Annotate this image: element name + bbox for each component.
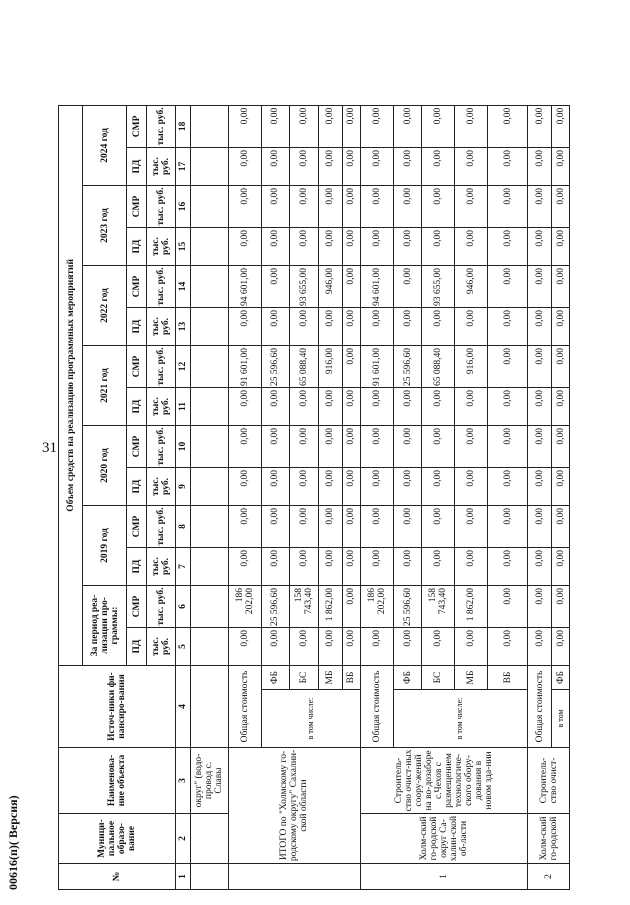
- source-cell: ВБ: [343, 666, 361, 690]
- funding-table: [58, 25, 570, 890]
- document-stamp: 00616(п)( Версия): [6, 795, 20, 890]
- col-number: 2: [175, 814, 190, 864]
- object-2-section: [528, 25, 570, 889]
- value-cell: 0,00: [552, 148, 570, 186]
- header-unit: тыс. руб.: [147, 388, 176, 426]
- col-number: 15: [175, 228, 190, 266]
- value-cell: 0,00: [290, 186, 319, 228]
- value-cell: 0,00: [318, 468, 342, 506]
- value-cell: 0,00: [261, 506, 290, 548]
- value-cell: 1 862,00: [455, 586, 488, 628]
- value-cell: 0,00: [488, 388, 528, 426]
- value-cell: 0,00: [528, 548, 552, 586]
- value-cell: 0,00: [318, 308, 342, 346]
- value-cell: 0,00: [422, 186, 455, 228]
- value-cell: 0,00: [488, 105, 528, 147]
- value-cell: 0,00: [552, 105, 570, 147]
- value-cell: 0,00: [455, 105, 488, 147]
- table-row: [228, 25, 261, 889]
- header-year-2020: 2020 год: [83, 426, 127, 506]
- header-municipality: Муници-пальное образо-вание: [59, 814, 176, 864]
- object-name-cell: Строитель-ство очист-: [528, 748, 570, 814]
- value-cell: 158 743,40: [422, 586, 455, 628]
- value-cell: 0,00: [488, 586, 528, 628]
- header-pd: ПД: [127, 148, 147, 186]
- header-unit: тыс. руб.: [147, 105, 176, 147]
- value-cell: 94 601,00: [360, 266, 393, 308]
- col-number: 11: [175, 388, 190, 426]
- including-label: в том числе:: [261, 690, 360, 748]
- value-cell: 0,00: [343, 148, 361, 186]
- value-cell: 0,00: [488, 186, 528, 228]
- value-cell: 0,00: [488, 228, 528, 266]
- value-cell: 0,00: [552, 506, 570, 548]
- value-cell: 0,00: [261, 228, 290, 266]
- header-unit: тыс. руб.: [147, 266, 176, 308]
- header-smr: СМР: [127, 186, 147, 228]
- value-cell: 0,00: [455, 388, 488, 426]
- table-row: [360, 25, 393, 889]
- value-cell: 0,00: [393, 266, 422, 308]
- value-cell: 0,00: [343, 628, 361, 666]
- value-cell: 0,00: [228, 186, 261, 228]
- col-number: 14: [175, 266, 190, 308]
- source-cell: ФБ: [393, 666, 422, 690]
- total-label: ИТОГО по "Холмскому го-родскому округу" Сахалин-ской области: [228, 748, 360, 864]
- value-cell: 0,00: [528, 586, 552, 628]
- col-number: 8: [175, 506, 190, 548]
- value-cell: 0,00: [228, 148, 261, 186]
- value-cell: 0,00: [343, 105, 361, 147]
- value-cell: 946,00: [455, 266, 488, 308]
- header-smr: СМР: [127, 266, 147, 308]
- value-cell: 0,00: [343, 586, 361, 628]
- value-cell: 65 088,40: [290, 346, 319, 388]
- value-cell: 0,00: [343, 228, 361, 266]
- header-period: За период реа-лизации про-граммы:: [83, 586, 127, 666]
- col-number: 17: [175, 148, 190, 186]
- value-cell: 0,00: [488, 308, 528, 346]
- value-cell: 0,00: [393, 228, 422, 266]
- col-number: 3: [175, 748, 190, 814]
- value-cell: 186 202,00: [228, 586, 261, 628]
- value-cell: 0,00: [552, 388, 570, 426]
- value-cell: 0,00: [290, 548, 319, 586]
- total-section: [228, 25, 360, 889]
- value-cell: 94 601,00: [228, 266, 261, 308]
- value-cell: 0,00: [455, 426, 488, 468]
- value-cell: 0,00: [343, 426, 361, 468]
- value-cell: 0,00: [343, 548, 361, 586]
- header-pd: ПД: [127, 628, 147, 666]
- value-cell: 25 596,60: [261, 346, 290, 388]
- value-cell: 91 601,00: [228, 346, 261, 388]
- value-cell: 0,00: [393, 506, 422, 548]
- value-cell: 65 088,40: [422, 346, 455, 388]
- value-cell: 186 202,00: [360, 586, 393, 628]
- value-cell: 0,00: [552, 548, 570, 586]
- object-1-section: [360, 25, 527, 889]
- value-cell: 0,00: [360, 628, 393, 666]
- value-cell: 0,00: [552, 628, 570, 666]
- value-cell: 0,00: [318, 426, 342, 468]
- value-cell: 0,00: [528, 186, 552, 228]
- value-cell: 0,00: [318, 548, 342, 586]
- value-cell: 91 601,00: [360, 346, 393, 388]
- header-unit: тыс. руб.: [147, 506, 176, 548]
- value-cell: 0,00: [488, 426, 528, 468]
- value-cell: 0,00: [360, 468, 393, 506]
- value-cell: 0,00: [488, 148, 528, 186]
- value-cell: 0,00: [552, 308, 570, 346]
- value-cell: 0,00: [528, 468, 552, 506]
- source-cell: ВБ: [488, 666, 528, 690]
- header-unit: тыс. руб.: [147, 186, 176, 228]
- header-smr: СМР: [127, 105, 147, 147]
- value-cell: 158 743,40: [290, 586, 319, 628]
- col-number: 4: [175, 666, 190, 748]
- col-number: 18: [175, 105, 190, 147]
- value-cell: 0,00: [360, 506, 393, 548]
- header-pd: ПД: [127, 388, 147, 426]
- header-smr: СМР: [127, 506, 147, 548]
- value-cell: 0,00: [261, 148, 290, 186]
- source-cell: БС: [290, 666, 319, 690]
- col-number: 13: [175, 308, 190, 346]
- value-cell: 0,00: [318, 228, 342, 266]
- header-unit: тыс. руб.: [147, 628, 176, 666]
- col-number: 12: [175, 346, 190, 388]
- value-cell: 0,00: [343, 468, 361, 506]
- value-cell: 0,00: [318, 186, 342, 228]
- value-cell: 93 655,00: [422, 266, 455, 308]
- continuation-object-name: округ" (водо-провод с. Славы: [191, 748, 228, 814]
- header-unit: тыс. руб.: [147, 148, 176, 186]
- page-number: 31: [42, 440, 57, 456]
- value-cell: 0,00: [528, 346, 552, 388]
- value-cell: 0,00: [360, 308, 393, 346]
- value-cell: 0,00: [528, 148, 552, 186]
- col-number: 6: [175, 586, 190, 628]
- value-cell: 0,00: [455, 148, 488, 186]
- source-cell: МБ: [318, 666, 342, 690]
- col-number: 9: [175, 468, 190, 506]
- header-pd: ПД: [127, 228, 147, 266]
- value-cell: 0,00: [488, 346, 528, 388]
- value-cell: 0,00: [343, 266, 361, 308]
- source-total-cost: Общая стоимость: [360, 666, 393, 748]
- col-number: 16: [175, 186, 190, 228]
- value-cell: 0,00: [455, 186, 488, 228]
- source-cell: ФБ: [261, 666, 290, 690]
- value-cell: 0,00: [343, 186, 361, 228]
- col-number: 1: [175, 864, 190, 890]
- table-row: [528, 25, 552, 889]
- value-cell: 25 596,60: [393, 586, 422, 628]
- value-cell: 0,00: [528, 426, 552, 468]
- value-cell: 0,00: [488, 628, 528, 666]
- value-cell: 0,00: [290, 426, 319, 468]
- value-cell: 0,00: [343, 308, 361, 346]
- source-total-cost: Общая стоимость: [528, 666, 552, 748]
- value-cell: 0,00: [552, 228, 570, 266]
- header-unit: тыс. руб.: [147, 308, 176, 346]
- including-label: в том числе:: [393, 690, 527, 748]
- value-cell: 0,00: [261, 468, 290, 506]
- source-total-cost: Общая стоимость: [228, 666, 261, 748]
- value-cell: 0,00: [261, 186, 290, 228]
- municipality-cell: Холм-ский го-родской: [528, 814, 570, 864]
- value-cell: 0,00: [360, 228, 393, 266]
- value-cell: 0,00: [360, 426, 393, 468]
- value-cell: 0,00: [422, 506, 455, 548]
- value-cell: 0,00: [290, 105, 319, 147]
- value-cell: 0,00: [343, 506, 361, 548]
- header-smr: СМР: [127, 346, 147, 388]
- value-cell: 916,00: [455, 346, 488, 388]
- value-cell: 916,00: [318, 346, 342, 388]
- value-cell: 0,00: [393, 426, 422, 468]
- header-unit: тыс. руб.: [147, 228, 176, 266]
- value-cell: 0,00: [528, 628, 552, 666]
- value-cell: 0,00: [318, 148, 342, 186]
- value-cell: 93 655,00: [290, 266, 319, 308]
- value-cell: 0,00: [318, 628, 342, 666]
- value-cell: 0,00: [528, 388, 552, 426]
- col-number: 10: [175, 426, 190, 468]
- header-smr: СМР: [127, 586, 147, 628]
- header-smr: СМР: [127, 426, 147, 468]
- value-cell: 0,00: [422, 105, 455, 147]
- value-cell: 0,00: [290, 388, 319, 426]
- value-cell: 0,00: [393, 388, 422, 426]
- value-cell: 0,00: [488, 266, 528, 308]
- value-cell: 0,00: [228, 388, 261, 426]
- header-year-2023: 2023 год: [83, 186, 127, 266]
- value-cell: 0,00: [552, 426, 570, 468]
- source-cell: ФБ: [552, 666, 570, 690]
- header-pd: ПД: [127, 468, 147, 506]
- value-cell: 0,00: [422, 148, 455, 186]
- value-cell: 0,00: [261, 266, 290, 308]
- value-cell: 0,00: [261, 426, 290, 468]
- header-pd: ПД: [127, 308, 147, 346]
- value-cell: 0,00: [290, 628, 319, 666]
- value-cell: 0,00: [528, 228, 552, 266]
- header-year-2022: 2022 год: [83, 266, 127, 346]
- value-cell: 0,00: [360, 148, 393, 186]
- value-cell: 0,00: [318, 506, 342, 548]
- value-cell: 0,00: [422, 548, 455, 586]
- value-cell: 0,00: [422, 228, 455, 266]
- value-cell: 0,00: [343, 346, 361, 388]
- source-cell: БС: [422, 666, 455, 690]
- value-cell: 0,00: [422, 426, 455, 468]
- value-cell: 0,00: [393, 148, 422, 186]
- value-cell: 0,00: [228, 628, 261, 666]
- value-cell: 0,00: [393, 186, 422, 228]
- value-cell: 0,00: [422, 468, 455, 506]
- value-cell: 0,00: [228, 548, 261, 586]
- value-cell: 0,00: [552, 346, 570, 388]
- value-cell: 0,00: [360, 186, 393, 228]
- row-number: 2: [528, 864, 570, 890]
- value-cell: 0,00: [290, 308, 319, 346]
- value-cell: 0,00: [488, 548, 528, 586]
- value-cell: 0,00: [228, 105, 261, 147]
- value-cell: 25 596,60: [393, 346, 422, 388]
- value-cell: 0,00: [393, 308, 422, 346]
- value-cell: 0,00: [552, 468, 570, 506]
- value-cell: 0,00: [290, 506, 319, 548]
- value-cell: 0,00: [228, 228, 261, 266]
- value-cell: 0,00: [393, 468, 422, 506]
- value-cell: 0,00: [528, 266, 552, 308]
- value-cell: 0,00: [455, 506, 488, 548]
- continuation-row: [191, 25, 228, 889]
- value-cell: 0,00: [261, 628, 290, 666]
- value-cell: 0,00: [528, 105, 552, 147]
- source-cell: МБ: [455, 666, 488, 690]
- object-name-cell: Строитель-ство очист-ных соору-жений на во-дозаборе с.Чехов с размещением технологиче-ского обору-дования в новом зда-нии: [360, 748, 527, 814]
- rotated-table-wrapper: [58, 28, 570, 890]
- value-cell: 0,00: [261, 388, 290, 426]
- value-cell: 0,00: [552, 586, 570, 628]
- col-number: 5: [175, 628, 190, 666]
- value-cell: 0,00: [455, 548, 488, 586]
- value-cell: 0,00: [528, 506, 552, 548]
- value-cell: 0,00: [318, 388, 342, 426]
- value-cell: 0,00: [318, 105, 342, 147]
- value-cell: 0,00: [455, 228, 488, 266]
- value-cell: 0,00: [360, 548, 393, 586]
- header-unit: тыс. руб.: [147, 346, 176, 388]
- header-unit: тыс. руб.: [147, 586, 176, 628]
- value-cell: 0,00: [360, 105, 393, 147]
- value-cell: 0,00: [422, 388, 455, 426]
- value-cell: 0,00: [552, 186, 570, 228]
- value-cell: 0,00: [393, 105, 422, 147]
- value-cell: 0,00: [228, 506, 261, 548]
- header-year-2019: 2019 год: [83, 506, 127, 586]
- value-cell: 0,00: [422, 308, 455, 346]
- value-cell: 0,00: [290, 228, 319, 266]
- column-number-row: [175, 25, 190, 889]
- value-cell: 0,00: [228, 426, 261, 468]
- header-unit: тыс. руб.: [147, 468, 176, 506]
- header-year-2024: 2024 год: [83, 105, 127, 185]
- value-cell: 0,00: [290, 468, 319, 506]
- value-cell: 0,00: [455, 468, 488, 506]
- value-cell: 0,00: [228, 468, 261, 506]
- value-cell: 0,00: [290, 148, 319, 186]
- header-unit: тыс. руб.: [147, 548, 176, 586]
- header-unit: тыс. руб.: [147, 426, 176, 468]
- municipality-cell: Холм-ский го-родской округ Са-халин-ской об-ласти: [360, 814, 527, 864]
- value-cell: 0,00: [261, 548, 290, 586]
- value-cell: 0,00: [528, 308, 552, 346]
- row-number: 1: [360, 864, 527, 890]
- value-cell: 0,00: [455, 308, 488, 346]
- header-object-name: Наименова-ние объекта: [59, 748, 176, 814]
- value-cell: 0,00: [261, 308, 290, 346]
- header-source: Источ-ники фи-нансиро-вания: [59, 666, 176, 748]
- value-cell: 0,00: [393, 548, 422, 586]
- value-cell: 0,00: [261, 105, 290, 147]
- header-funds: Объем средств на реализацию программных мероприятий: [59, 105, 83, 665]
- header-pd: ПД: [127, 548, 147, 586]
- value-cell: 0,00: [393, 628, 422, 666]
- header-no: №: [59, 864, 176, 890]
- value-cell: 0,00: [488, 468, 528, 506]
- value-cell: 25 596,60: [261, 586, 290, 628]
- value-cell: 0,00: [360, 388, 393, 426]
- value-cell: 0,00: [455, 628, 488, 666]
- value-cell: 1 862,00: [318, 586, 342, 628]
- including-label: в том: [552, 690, 570, 748]
- header-year-2021: 2021 год: [83, 346, 127, 426]
- value-cell: 946,00: [318, 266, 342, 308]
- value-cell: 0,00: [228, 308, 261, 346]
- value-cell: 0,00: [343, 388, 361, 426]
- col-number: 7: [175, 548, 190, 586]
- value-cell: 0,00: [552, 266, 570, 308]
- value-cell: 0,00: [422, 628, 455, 666]
- value-cell: 0,00: [488, 506, 528, 548]
